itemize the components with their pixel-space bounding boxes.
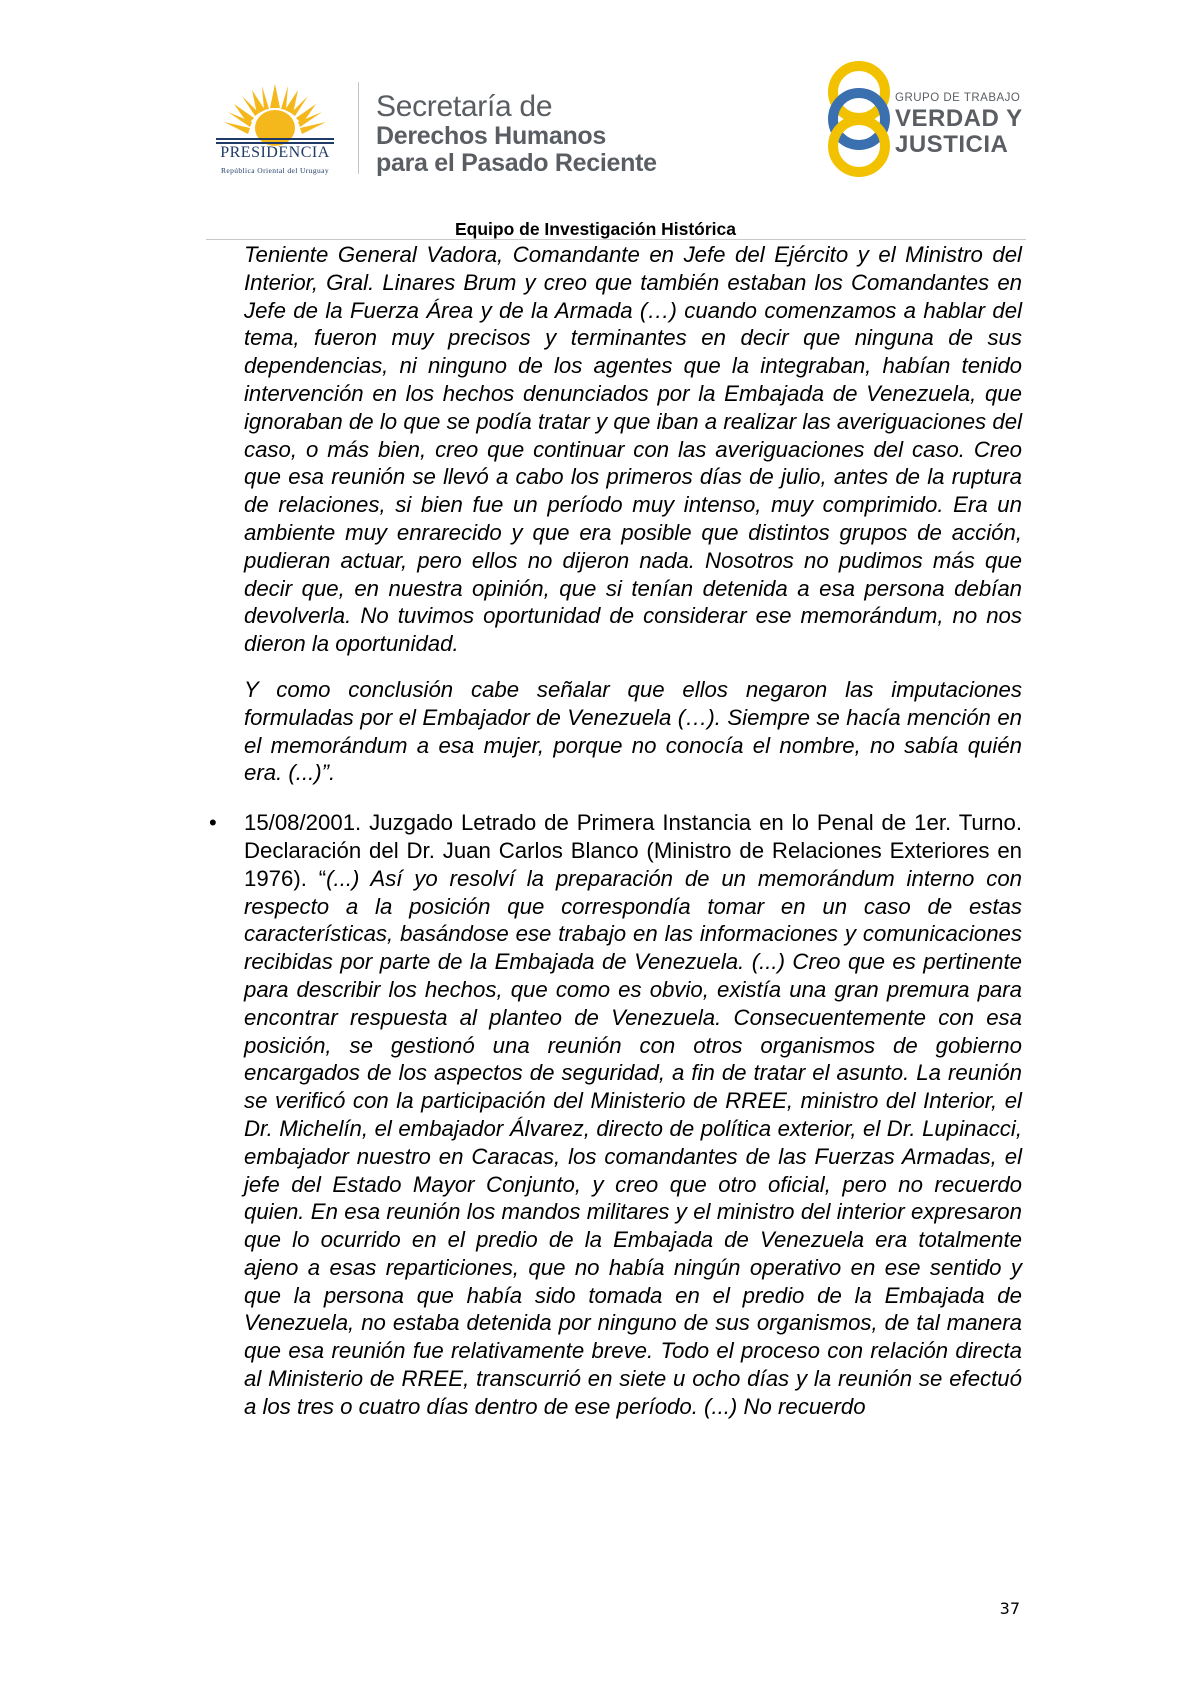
grupo-justicia-label: JUSTICIA: [895, 131, 1009, 158]
secretaria-line-2: Derechos Humanos: [376, 122, 606, 150]
team-title: Equipo de Investigación Histórica: [454, 219, 737, 239]
presidencia-subtitle: República Oriental del Uruguay: [220, 166, 329, 175]
quote-paragraph-2: Y como conclusión cabe señalar que ellos negaron las imputaciones formuladas por el Embajador de Venezuela (…). Siempre se hacía mención en el memorándum a esa mujer, porque no conocía el nombre, no sabía quién era. (...)”.: [244, 676, 1022, 786]
grupo-small-label: GRUPO DE TRABAJO: [895, 92, 1021, 104]
grupo-verdad-label: VERDAD Y: [895, 105, 1023, 132]
bullet-marker: •: [209, 810, 217, 836]
quote-paragraph-1: Teniente General Vadora, Comandante en Jefe del Ejército y el Ministro del Interior, Gral. Linares Brum y creo que también estaban los Comandantes en Jefe de la Fuerza Área y de la Armada (…) cuando comenzamos a hablar del tema, fueron muy precisos y terminantes en decir que ninguna de sus dependencias, ni ninguno de los agentes que la integraban, habían tenido intervención en los hechos denunciados por la Embajada de Venezuela, que ignoraban de lo que se podía tratar y que iban a realizar las averiguaciones del caso, o más bien, creo que continuar con las averiguaciones del caso. Creo que esa reunión se llevó a cabo los primeros días de julio, antes de la ruptura de relaciones, si bien fue un período muy intenso, muy comprimido. Era un ambiente muy enrarecido y que era posible que distintos grupos de acción, pudieran actuar, pero ellos no dijeron nada. Nosotros no pudimos más que decir que, en nuestra opinión, que si tenían detenida a esa persona debían devolverla. No tuvimos oportunidad de considerar ese memorándum, no nos dieron la oportunidad.: [244, 242, 1022, 657]
secretaria-line-3: para el Pasado Reciente: [376, 149, 657, 177]
document-body: [209, 241, 1022, 1421]
list-item: [209, 809, 1022, 1421]
secretaria-logo-text: [376, 90, 716, 177]
logo-divider: [358, 82, 359, 174]
sun-icon: [196, 82, 354, 146]
rings-icon: [824, 58, 894, 180]
bullet-lead-text: 15/08/2001. Juzgado Letrado de Primera Instancia en lo Penal de 1er. Turno. Declaración del Dr. Juan Carlos Blanco (Ministro de Relaciones Exteriores en 1976). “: [244, 810, 1022, 891]
bullet-paragraph: [244, 809, 1022, 1421]
secretaria-line-1: Secretaría de: [376, 90, 553, 123]
page-header: [0, 0, 1191, 240]
header-divider: [206, 239, 1026, 240]
bullet-quote-text: (...) Así yo resolví la preparación de un memorándum interno con respecto a la posición que correspondía tomar en un caso de estas características, basándose ese trabajo en las informaciones y comunicaciones recibidas por parte de la Embajada de Venezuela. (...) Creo que es pertinente para describir los hechos, que como es obvio, existía una gran premura para encontrar respuesta al planteo de Venezuela. Consecuentemente con esa posición, se gestionó una reunión con otros organismos de gobierno encargados de los aspectos de seguridad, a fin de tratar el asunto. La reunión se verificó con la participación del Ministerio de RREE, ministro del Interior, el Dr. Michelín, el embajador Álvarez, directo de política exterior, el Dr. Lupinacci, embajador nuestro en Caracas, los comandantes de las Fuerzas Armadas, el jefe del Estado Mayor Conjunto, y creo que otro oficial, pero no recuerdo quien. En esa reunión los mandos militares y el ministro del interior expresaron que lo ocurrido en el predio de la Embajada de Venezuela era totalmente ajeno a esas reparticiones, que no había ningún operativo en ese sentido y que la persona que había sido tomada en el predio de la Embajada de Venezuela, no estaba detenida por ninguno de sus organismos, de tal manera que esa reunión fue relativamente breve. Todo el proceso con relación directa al Ministerio de RREE, transcurrió en siete u ocho días y la reunión se efectuó a los tres o cuatro días dentro de ese período. (...) No recuerdo: [244, 865, 1022, 1419]
presidencia-name: PRESIDENCIA: [220, 144, 330, 161]
verdad-justicia-logo: [824, 58, 1024, 180]
presidencia-logo: [196, 82, 354, 178]
page-number: 37: [999, 1599, 1020, 1618]
